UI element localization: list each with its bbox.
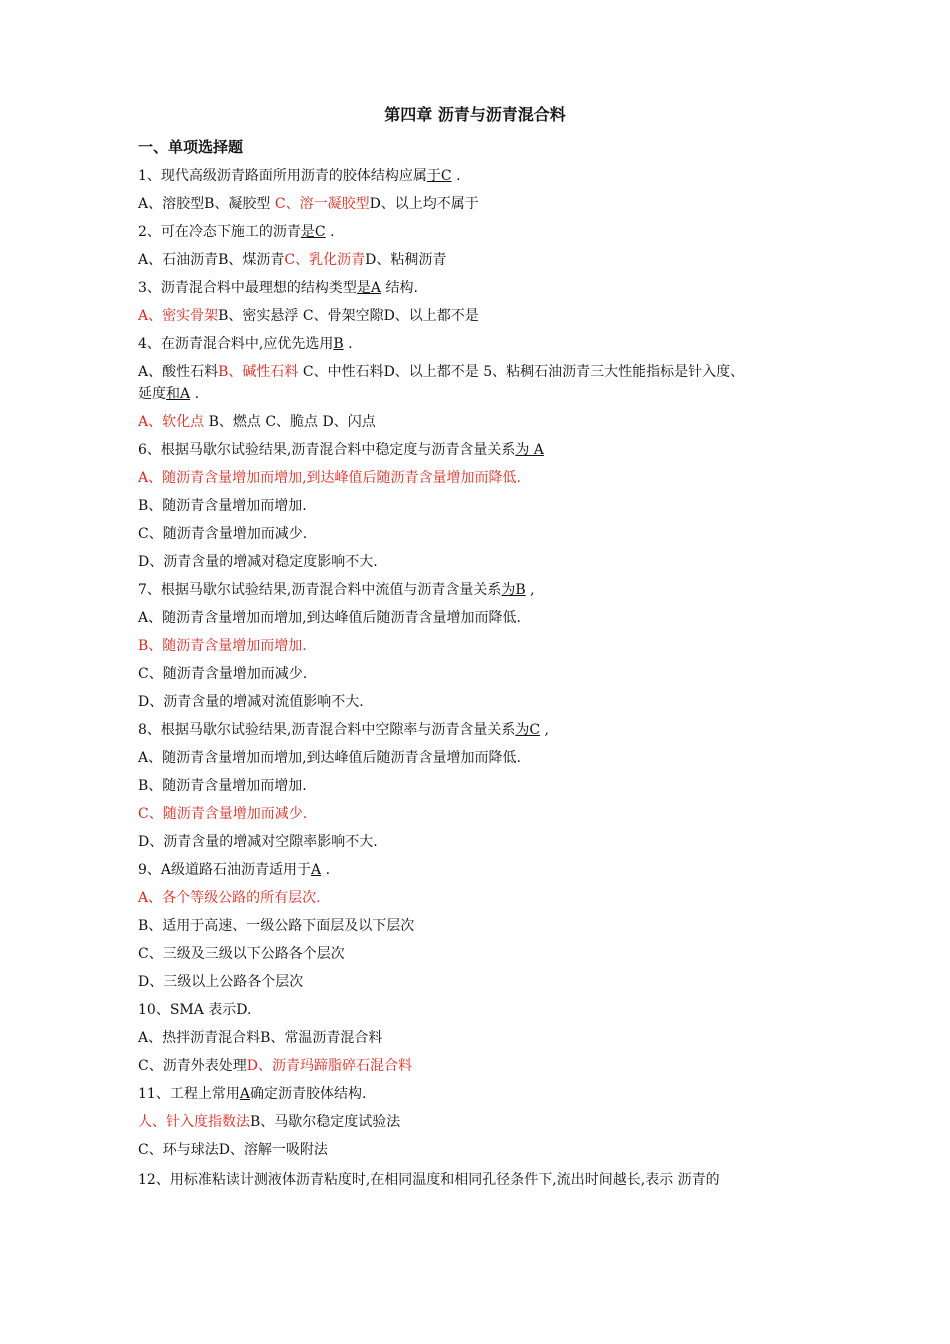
text-line [138, 166, 461, 186]
text-segment: A、热拌沥青混合料B、常温沥青混合料 [138, 1030, 383, 1046]
text-line [138, 692, 364, 712]
section-heading: 一、单项选择题 [138, 138, 244, 156]
text-line [138, 776, 307, 796]
text-line [138, 524, 307, 544]
text-segment: C、环与球法D、溶解一吸附法 [138, 1142, 328, 1158]
text-segment: . [451, 168, 461, 184]
answer-text: 人、针入度指数法 [138, 1114, 250, 1130]
text-line [138, 608, 521, 628]
text-line [138, 580, 535, 600]
answer-text: C、乳化沥青 [284, 252, 366, 268]
text-segment: . [325, 224, 335, 240]
text-line [138, 384, 199, 404]
answer-blank: 是A [356, 280, 382, 296]
text-line [138, 306, 479, 326]
text-line [138, 832, 378, 852]
text-segment: A、酸性石料 [138, 364, 219, 380]
text-segment: A、随沥青含量增加而增加,到达峰值后随沥青含量增加而降低. [138, 750, 522, 766]
answer-text: A、随沥青含量增加而增加,到达峰值后随沥青含量增加而降低. [138, 470, 522, 486]
text-segment: 8、根据马歇尔试验结果,沥青混合料中空隙率与沥青含量关系 [138, 722, 516, 738]
text-line [138, 664, 307, 684]
answer-text: A、各个等级公路的所有层次. [138, 890, 321, 906]
text-segment: 10、SMA 表示D. [138, 1002, 252, 1018]
text-segment: 6、根据马歇尔试验结果,沥青混合料中稳定度与沥青含量关系 [138, 442, 516, 458]
text-segment: 4、在沥青混合料中,应优先选用 [138, 336, 334, 352]
answer-blank: 和A [166, 386, 191, 402]
text-segment: C、随沥青含量增加而减少. [138, 526, 308, 542]
answer-text: A、软化点 [138, 414, 205, 430]
text-line [138, 972, 303, 992]
text-segment: 确定沥青胶体结构. [249, 1086, 367, 1102]
text-line [138, 944, 345, 964]
text-line [138, 250, 446, 270]
text-segment: 11、工程上常用 [138, 1086, 240, 1102]
text-line [138, 496, 307, 516]
text-segment: A、溶胶型B、凝胶型 [138, 196, 275, 212]
text-segment: . [321, 862, 331, 878]
text-line [138, 1000, 251, 1020]
text-line [138, 412, 376, 432]
text-line [138, 1140, 328, 1160]
text-line [138, 916, 414, 936]
answer-text: B、随沥青含量增加而增加. [138, 638, 307, 654]
answer-text: C、随沥青含量增加而减少. [138, 806, 308, 822]
text-segment: C、中性石料D、以上都不是 5、粘稠石油沥青三大性能指标是针入度、 [298, 364, 745, 380]
text-segment: 3、沥青混合料中最理想的结构类型 [138, 280, 357, 296]
answer-blank: A [239, 1086, 250, 1102]
text-segment: A、石油沥青B、煤沥青 [138, 252, 285, 268]
text-segment: C、沥青外表处理 [138, 1058, 247, 1074]
answer-blank: 于C [426, 168, 452, 184]
text-segment: B、随沥青含量增加而增加. [138, 498, 307, 514]
text-line [138, 1028, 382, 1048]
text-line [138, 860, 330, 880]
text-segment: B、密实悬浮 C、骨架空隙D、以上都不是 [218, 308, 479, 324]
text-segment: C、随沥青含量增加而减少. [138, 666, 308, 682]
text-line [138, 720, 549, 740]
text-segment: 结构. [381, 280, 418, 296]
answer-blank: 为C [515, 722, 541, 738]
text-line [138, 362, 744, 382]
text-segment: , [540, 722, 549, 738]
text-segment: C、三级及三级以下公路各个层次 [138, 946, 345, 962]
answer-blank: A [311, 862, 322, 878]
text-segment: B、马歇尔稳定度试验法 [250, 1114, 401, 1130]
text-line [138, 1170, 720, 1190]
text-line [138, 1112, 400, 1132]
text-line [138, 1084, 366, 1104]
answer-text: C、溶一凝胶型 [274, 196, 370, 212]
answer-text: B、碱性石料 [218, 364, 299, 380]
text-segment: , [525, 582, 535, 598]
answer-blank: B [333, 336, 344, 352]
text-segment: 1、现代高级沥青路面所用沥青的胶体结构应属 [138, 168, 427, 184]
text-segment: . [190, 386, 200, 402]
text-segment: . [343, 336, 353, 352]
text-line [138, 748, 521, 768]
text-line [138, 1056, 412, 1076]
text-line [138, 552, 378, 572]
answer-blank: 为 A [515, 442, 544, 458]
text-segment: B、燃点 C、脆点 D、闪点 [204, 414, 376, 430]
text-line [138, 194, 479, 214]
text-segment: D、沥青含量的增减对空隙率影响不大. [138, 834, 378, 850]
text-segment: D、粘稠沥青 [365, 252, 447, 268]
text-line [138, 278, 418, 298]
answer-text: A、密实骨架 [138, 308, 219, 324]
text-segment: 9、A级道路石油沥青适用于 [138, 862, 312, 878]
text-segment: 2、可在冷态下施工的沥青 [138, 224, 301, 240]
text-line [138, 636, 307, 656]
answer-blank: 为B [501, 582, 526, 598]
text-line [138, 888, 321, 908]
text-segment: B、随沥青含量增加而增加. [138, 778, 307, 794]
text-line [138, 804, 307, 824]
text-segment: A、随沥青含量增加而增加,到达峰值后随沥青含量增加而降低. [138, 610, 522, 626]
text-segment: D、三级以上公路各个层次 [138, 974, 304, 990]
text-segment: D、沥青含量的增减对流值影响不大. [138, 694, 364, 710]
text-segment: D、以上均不属于 [369, 196, 479, 212]
chapter-title: 第四章 沥青与沥青混合料 [384, 105, 566, 124]
text-segment: 12、用标准粘读计测液体沥青粘度时,在相同温度和相同孔径条件下,流出时间越长,表示 沥青的 [138, 1172, 720, 1188]
text-segment: D、沥青含量的增减对稳定度影响不大. [138, 554, 378, 570]
text-line [138, 468, 521, 488]
text-line [138, 222, 335, 242]
text-line [138, 334, 353, 354]
text-segment: 7、根据马歇尔试验结果,沥青混合料中流值与沥青含量关系 [138, 582, 502, 598]
answer-blank: 是C [300, 224, 326, 240]
text-line [138, 440, 544, 460]
answer-text: D、沥青玛蹄脂碎石混合料 [246, 1058, 412, 1074]
text-segment: 延度 [138, 386, 166, 402]
text-segment: B、适用于高速、一级公路下面层及以下层次 [138, 918, 415, 934]
